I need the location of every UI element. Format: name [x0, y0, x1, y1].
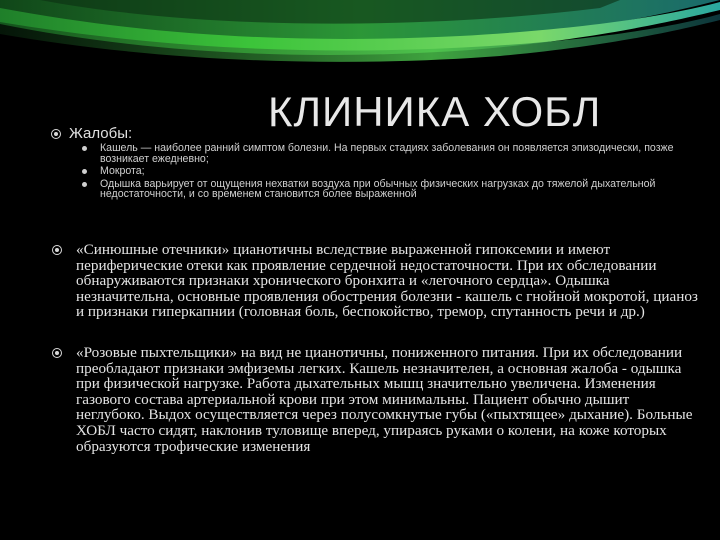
complaint-text: Кашель — наиболее ранний симптом болезни. На первых стадиях заболевания он появляется эпизодически, позже возникает ежедневно;	[100, 142, 674, 165]
circle-bullet-icon	[52, 245, 62, 255]
complaint-text: Мокрота;	[100, 165, 145, 177]
dot-bullet-icon	[82, 169, 87, 174]
blue-bloater-paragraph: «Синюшные отечники» цианотичны вследствие выраженной гипоксемии и имеют периферические отеки как проявление сердечной недостаточности. При их обследовании обнаруживаются признаки хронического бронхита и «легочного сердца». Одышка незначительна, основные проявления обострения болезни - кашель с гнойной мокротой, цианоз и признаки гиперкапнии (головная боль, беспокойство, тремор, спутанность речи и др.)	[76, 241, 698, 321]
complaint-item	[82, 143, 682, 164]
complaints-list	[82, 143, 682, 202]
dot-bullet-icon	[82, 182, 87, 187]
decorative-ribbons	[0, 0, 720, 70]
pink-puffer-paragraph: «Розовые пыхтельщики» на вид не цианотичны, пониженного питания. При их обследовании преобладают признаки эмфиземы легких. Кашель незначителен, а основная жалоба - одышка при физической нагрузке. Работа дыхательных мышц значительно увеличена. Изменения газового состава артериальной крови при этом минимальны. Пациент обычно дышит неглубоко. Выдох осуществляется через полусомкнутые губы («пыхтящее» дыхание). Больные ХОБЛ часто сидят, наклонив туловище вперед, упираясь руками о колени, на коже которых образуются трофические изменения	[76, 344, 693, 455]
complaint-text: Одышка варьирует от ощущения нехватки воздуха при обычных физических нагрузках до тяжелой дыхательной недостаточности, и со временем становится более выраженной	[100, 177, 656, 200]
dot-bullet-icon	[82, 146, 87, 151]
slide-title: КЛИНИКА ХОБЛ	[268, 88, 602, 135]
circle-bullet-icon	[51, 129, 61, 139]
complaint-item	[82, 166, 682, 177]
circle-bullet-icon	[52, 348, 62, 358]
complaints-label: Жалобы:	[69, 125, 133, 142]
complaint-item	[82, 179, 682, 200]
